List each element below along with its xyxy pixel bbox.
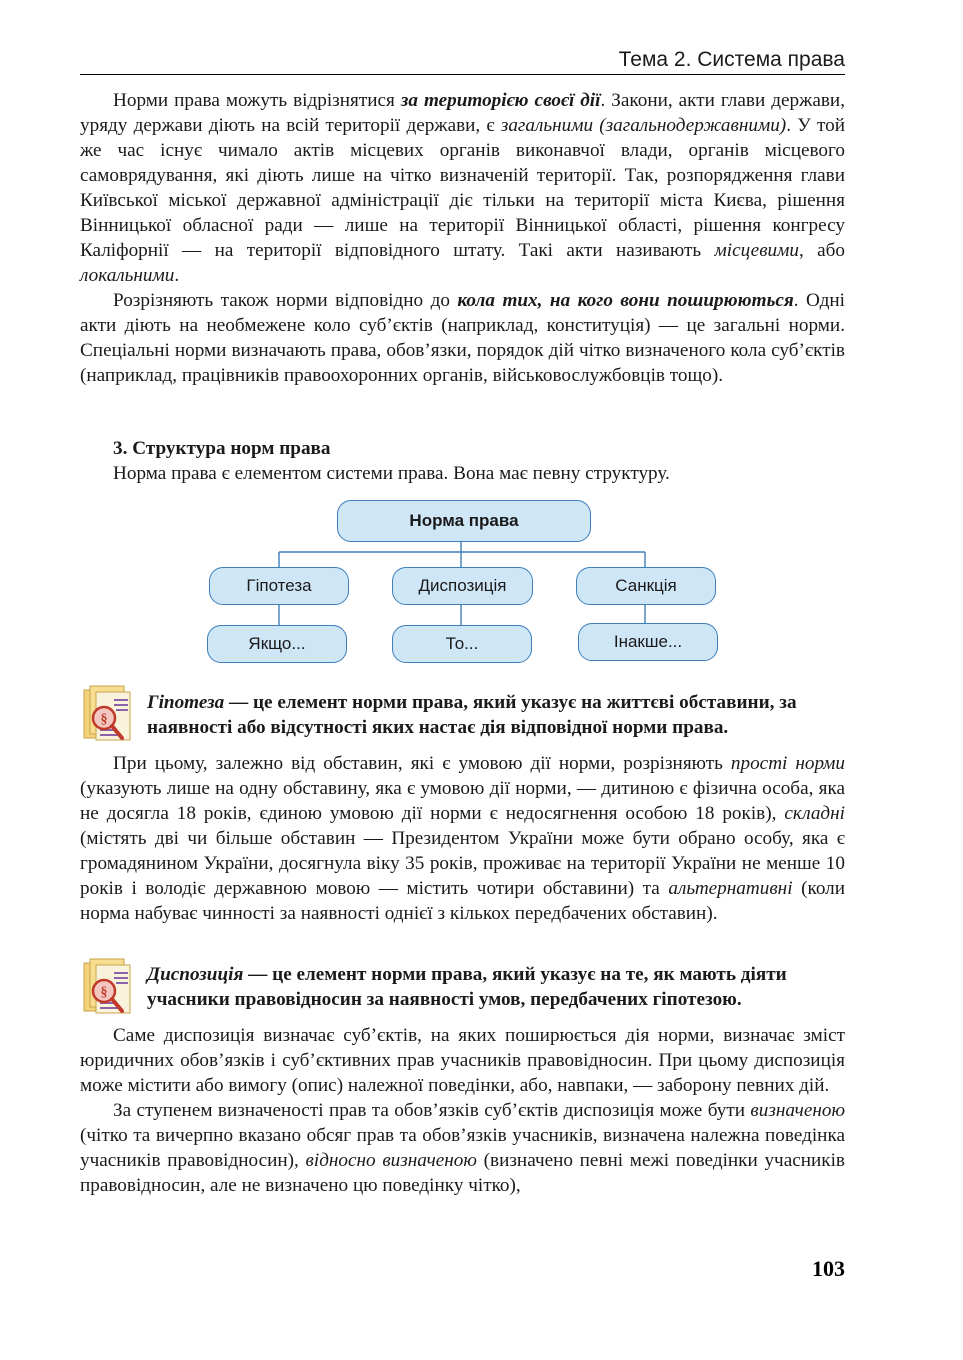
diagram-example-if: Якщо...	[207, 625, 347, 663]
svg-text:§: §	[100, 985, 108, 1000]
paragraph-disposition-certainty: За ступенем визначеності прав та обов’язків суб’єктів диспозиція може бути визначеною (чітко та вичерпно вказано обсяг прав та обов’язків учасників, визначена належна поведінка учасників правовідносин), відносно визначеною (визначено певні межі поведінки учасників правовідносин, але не визначено цю поведінку чітко),	[80, 1100, 845, 1196]
hypothesis-text-block	[80, 751, 845, 926]
section-intro: Норма права є елементом системи права. Вона має певну структуру.	[113, 463, 670, 484]
paragraph-subjects: Розрізняють також норми відповідно до кола тих, на кого вони поширюються. Одні акти діють на необмежене коло суб’єктів (наприклад, конституція) — це загальні норми. Спеціальні норми визначають права, обов’язки, порядок дій чітко визначеного кола суб’єктів (наприклад, працівників правоохоронних органів, військовослужбовців тощо).	[80, 290, 845, 386]
diagram-node-hypothesis: Гіпотеза	[209, 567, 349, 605]
page-number: 103	[812, 1256, 845, 1281]
diagram-node-sanction: Санкція	[576, 567, 716, 605]
diagram-example-then: То...	[392, 625, 532, 663]
paragraph-hypothesis-types: При цьому, залежно від обставин, які є умовою дії норми, розрізняють прості норми (указують лише на одну обставину, яка є умовою дії норми, — дитиною є фізична особа, яка не досягла 18 років, єдиною умовою дії норми є недосягнення особою 18 років), складні (містять дві чи більше обставин — Президентом України може бути обрано особу, яка є громадянином України, досягнула віку 35 років, проживає на території України не менше 10 років і володіє державною мовою — містить чотири обставини) та альтернативні (коли норма набуває чинності за наявності однієї з кількох передбачених обставин).	[80, 753, 846, 924]
paragraph-disposition-content: Саме диспозиція визначає суб’єктів, на яких поширюється дія норми, визначає зміст юридичних обов’язків і суб’єктивних прав учасників правовідносин. При цьому диспозиція може містити або вимогу (опис) належної поведінки, або, навпаки, — заборону певних дій.	[80, 1025, 845, 1096]
paragraph-territory: Норми права можуть відрізнятися за територією своєї дії. Закони, акти глави держави, уряду держави діють на всій території держави, є загальними (загальнодержавними). У той же час існує чимало актів місцевих органів виконавчої влади, органів місцевого самоврядування, які діють лише на чітко визначеній території. Так, розпорядження глави Київської міської державної адміністрації діє тільки на території міста Києва, рішення Вінницької обласної ради — лише на території Вінницької області, рішення конгресу Каліфорнії — на території відповідного штату. Такі акти називають місцевими, або локальними.	[80, 90, 845, 286]
definition-disposition: Диспозиція — це елемент норми права, який указує на те, як мають діяти учасники правовідносин за наявності умов, передбачених гіпотезою.	[147, 964, 787, 1010]
diagram-node-disposition: Диспозиція	[392, 567, 533, 605]
definition-hypothesis: Гіпотеза — це елемент норми права, який указує на життєві обставини, за наявності або відсутності яких настає дія відповідної норми права.	[147, 692, 797, 738]
svg-text:§: §	[100, 712, 108, 727]
running-title: Тема 2. Система права	[618, 48, 845, 71]
disposition-text-block	[80, 1023, 845, 1198]
diagram-example-otherwise: Інакше...	[578, 623, 718, 661]
section-title: 3. Структура норм права	[113, 438, 331, 459]
legal-document-magnifier-icon	[80, 684, 136, 746]
legal-document-magnifier-icon	[80, 957, 136, 1019]
diagram-root-node: Норма права	[337, 500, 591, 542]
